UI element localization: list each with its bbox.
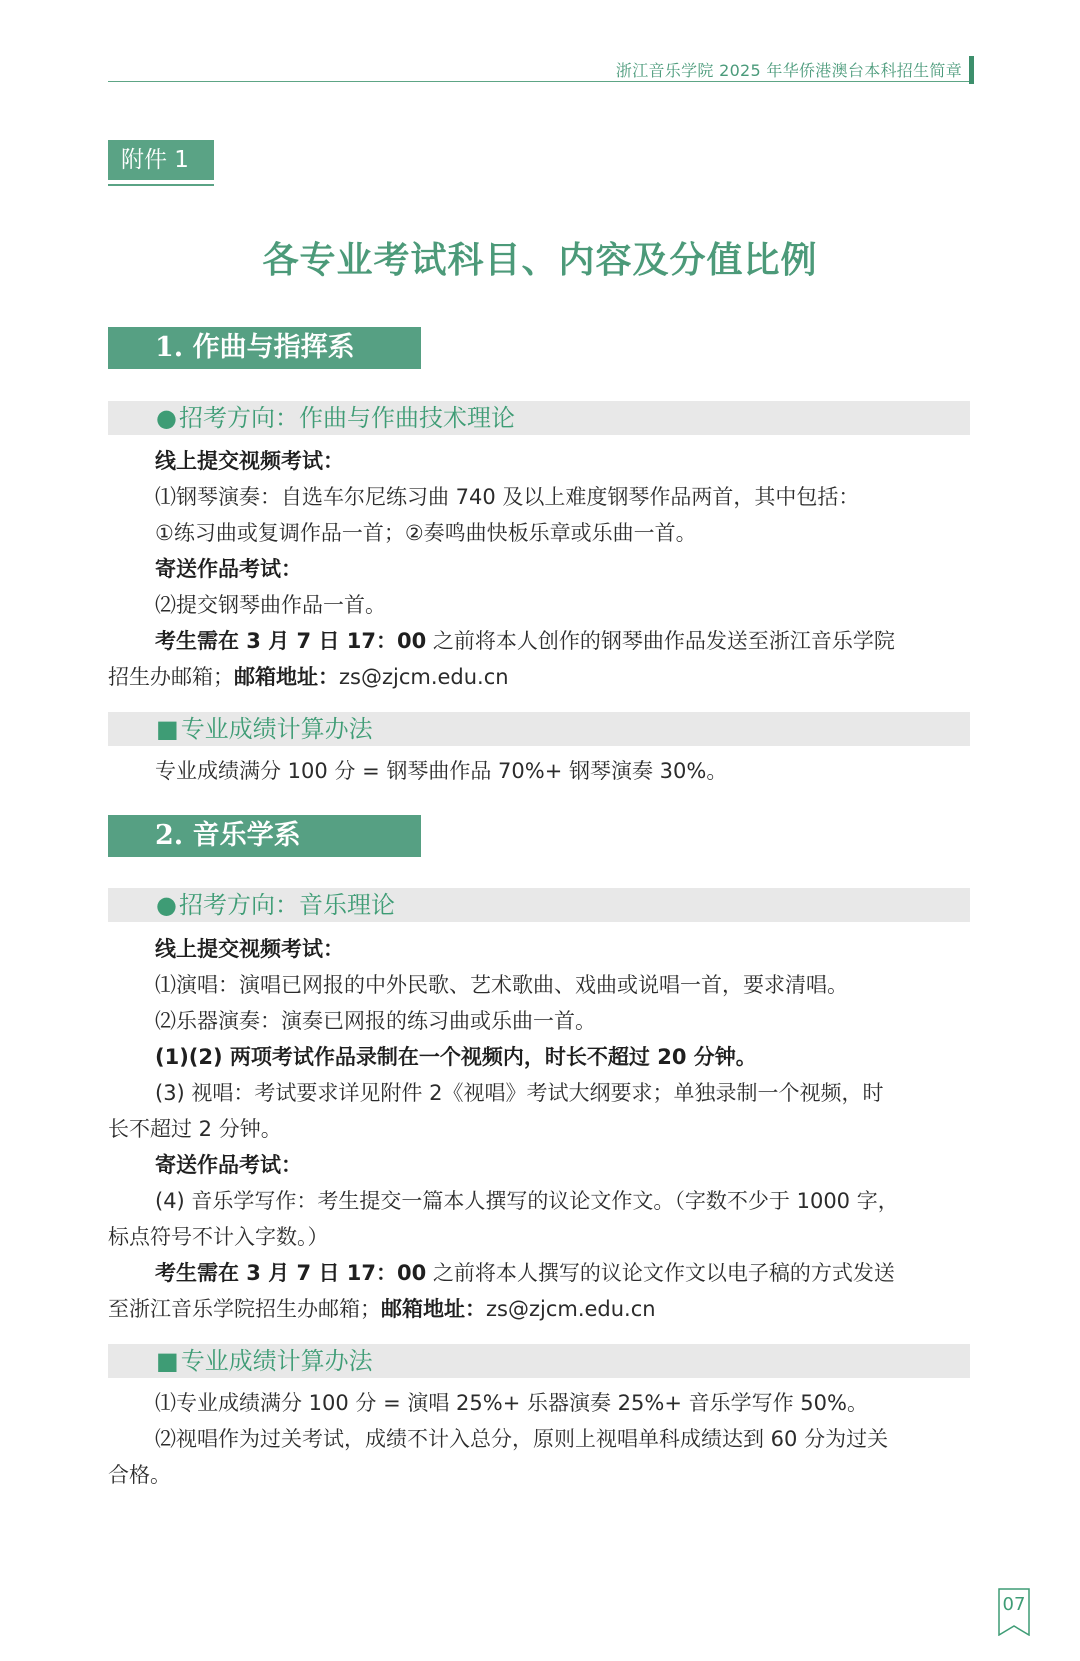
text-line: 线上提交视频考试： — [155, 937, 344, 961]
deadline-bold: 考生需在 3 月 7 日 17：00 — [155, 629, 427, 653]
text-line: 长不超过 2 分钟。 — [108, 1117, 282, 1141]
page-number: 07 — [1002, 1594, 1026, 1615]
appendix-tag — [108, 140, 214, 184]
text-line: (1)(2) 两项考试作品录制在一个视频内，时长不超过 20 分钟。 — [155, 1045, 757, 1069]
score-line: ⑵视唱作为过关考试，成绩不计入总分，原则上视唱单科成绩达到 60 分为过关 — [155, 1427, 889, 1451]
text-line: ⑵提交钢琴曲作品一首。 — [155, 593, 386, 617]
header-rule — [108, 81, 974, 82]
email-address: zs@zjcm.edu.cn — [339, 665, 509, 689]
header-accent-bar — [969, 56, 974, 84]
square-icon: ■ — [156, 715, 179, 743]
deadline-rest: 之前将本人创作的钢琴曲作品发送至浙江音乐学院 — [426, 629, 895, 653]
score-title: 专业成绩计算办法 — [180, 715, 373, 743]
text-line: ⑴钢琴演奏：自选车尔尼练习曲 740 及以上难度钢琴作品两首，其中包括： — [155, 485, 860, 509]
section-heading-composition: 1. 作曲与指挥系 — [108, 327, 421, 369]
running-header — [108, 52, 988, 84]
running-header-title: 浙江音乐学院 2025 年华侨港澳台本科招生简章 — [615, 61, 962, 80]
email-label: 邮箱地址： — [234, 665, 339, 689]
score-bar-composition — [108, 712, 970, 746]
deadline-bold: 考生需在 3 月 7 日 17：00 — [155, 1261, 427, 1285]
text-line: 寄送作品考试： — [155, 557, 302, 581]
score-title: 专业成绩计算办法 — [180, 1347, 373, 1375]
email-line — [108, 662, 970, 692]
section-heading-musicology: 2. 音乐学系 — [108, 815, 421, 857]
square-icon: ■ — [156, 1347, 179, 1375]
email-pre: 招生办邮箱； — [108, 665, 234, 689]
score-line: 专业成绩满分 100 分 = 钢琴曲作品 70%+ 钢琴演奏 30%。 — [155, 759, 728, 783]
appendix-underline — [108, 184, 214, 186]
direction-bar-composition — [108, 401, 970, 435]
score-line: ⑴专业成绩满分 100 分 = 演唱 25%+ 乐器演奏 25%+ 音乐学写作 50%。 — [155, 1391, 868, 1415]
direction-text: 招考方向：作曲与作曲技术理论 — [178, 404, 515, 432]
deadline-rest: 之前将本人撰写的议论文作文以电子稿的方式发送 — [426, 1261, 895, 1285]
text-line: 寄送作品考试： — [155, 1153, 302, 1177]
bullet-icon: ● — [156, 404, 177, 432]
page-title: 各专业考试科目、内容及分值比例 — [262, 239, 818, 281]
deadline-line — [155, 626, 970, 656]
appendix-label: 附件 1 — [108, 140, 214, 180]
email-address: zs@zjcm.edu.cn — [486, 1297, 656, 1321]
email-pre: 至浙江音乐学院招生办邮箱； — [108, 1297, 381, 1321]
score-line: 合格。 — [108, 1463, 171, 1487]
direction-text: 招考方向：音乐理论 — [178, 891, 395, 919]
page-number-badge — [998, 1588, 1030, 1636]
bullet-icon: ● — [156, 891, 177, 919]
email-line — [108, 1294, 970, 1324]
text-line: (4) 音乐学写作：考生提交一篇本人撰写的议论文作文。（字数不少于 1000 字， — [155, 1189, 899, 1213]
deadline-line — [155, 1258, 970, 1288]
direction-bar-musicology — [108, 888, 970, 922]
text-line: ⑴演唱：演唱已网报的中外民歌、艺术歌曲、戏曲或说唱一首，要求清唱。 — [155, 973, 848, 997]
text-line: 标点符号不计入字数。） — [108, 1225, 329, 1249]
text-line: 线上提交视频考试： — [155, 449, 344, 473]
email-label: 邮箱地址： — [381, 1297, 486, 1321]
text-line: ①练习曲或复调作品一首；②奏鸣曲快板乐章或乐曲一首。 — [155, 521, 697, 545]
score-bar-musicology — [108, 1344, 970, 1378]
text-line: (3) 视唱：考试要求详见附件 2《视唱》考试大纲要求；单独录制一个视频，时 — [155, 1081, 884, 1105]
text-line: ⑵乐器演奏：演奏已网报的练习曲或乐曲一首。 — [155, 1009, 596, 1033]
